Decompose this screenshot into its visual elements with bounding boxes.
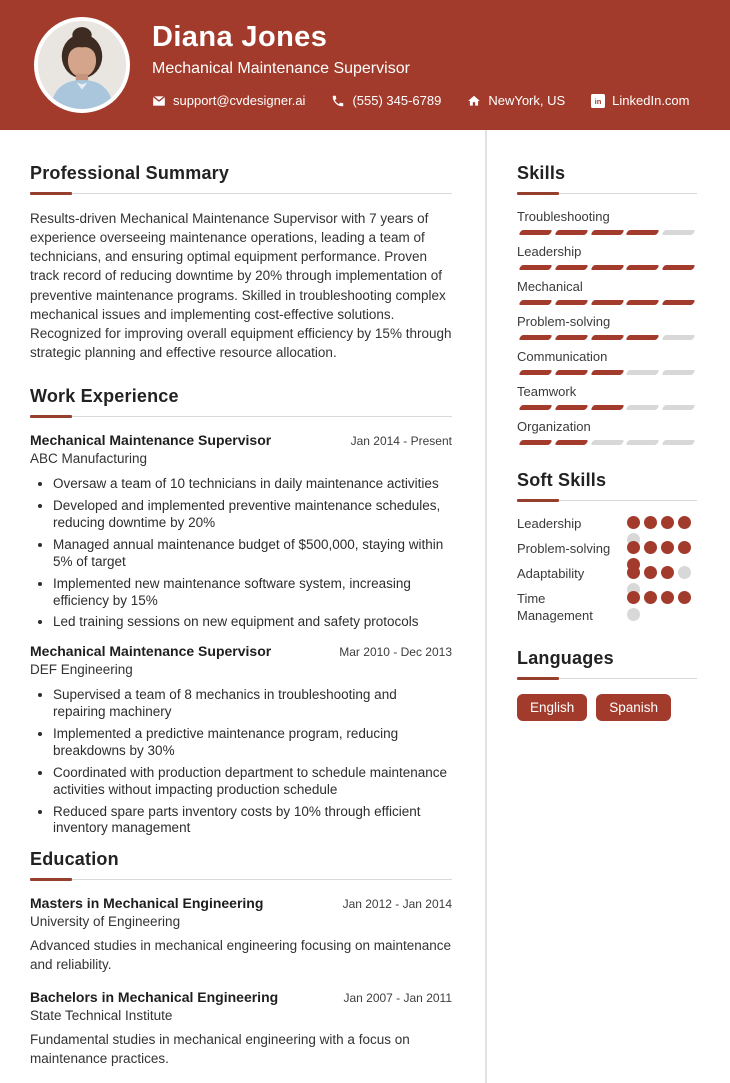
education-heading: Education xyxy=(30,849,119,870)
candidate-name: Diana Jones xyxy=(152,20,328,53)
skill-item xyxy=(517,279,697,305)
skill-label: Troubleshooting xyxy=(517,209,610,224)
job-bullet: • Implemented new maintenance software system, increasing efficiency by 15% xyxy=(53,576,452,610)
skill-bar xyxy=(517,405,697,410)
education-entry xyxy=(30,989,452,1069)
resume-header xyxy=(0,0,730,130)
skill-label: Mechanical xyxy=(517,279,583,294)
degree-description: Advanced studies in mechanical engineering focusing on maintenance and reliability. xyxy=(30,938,452,973)
heading-rule xyxy=(30,878,452,881)
skill-label: Problem-solving xyxy=(517,314,611,329)
skill-label: Teamwork xyxy=(517,384,577,399)
soft-skill-dots xyxy=(627,566,697,580)
job-title: Mechanical Maintenance Supervisor xyxy=(30,643,272,660)
candidate-title: Mechanical Maintenance Supervisor xyxy=(152,60,410,78)
soft-skill-item xyxy=(517,516,697,533)
location-text: NewYork, US xyxy=(488,93,566,109)
heading-rule xyxy=(30,415,452,418)
job-company: ABC Manufacturing xyxy=(30,451,148,467)
job-bullet: • Coordinated with production department to schedule maintenance activities without impacting production schedule xyxy=(53,765,452,799)
experience-heading: Work Experience xyxy=(30,386,179,407)
job-entry xyxy=(30,643,452,837)
job-bullet: • Developed and implemented preventive maintenance schedules, reducing downtime by 20% xyxy=(53,498,452,532)
soft-skill-dots xyxy=(627,516,697,530)
profile-photo xyxy=(34,17,130,113)
email-text: support@cvdesigner.ai xyxy=(173,93,306,109)
job-bullet: • Implemented a predictive maintenance program, reducing breakdowns by 30% xyxy=(53,726,452,760)
degree-dates: Jan 2012 - Jan 2014 xyxy=(342,897,452,912)
degree-title: Bachelors in Mechanical Engineering xyxy=(30,989,279,1006)
languages-section xyxy=(517,648,697,721)
education-entry xyxy=(30,895,452,975)
job-bullet: • Led training sessions on new equipment and safety protocols xyxy=(53,614,452,631)
skill-label: Leadership xyxy=(517,244,582,259)
email-link[interactable] xyxy=(152,93,305,108)
skill-bar xyxy=(517,335,697,340)
summary-section xyxy=(30,163,452,362)
linkedin-icon xyxy=(591,94,605,108)
skill-item xyxy=(517,384,697,410)
sidebar-column xyxy=(485,130,730,1083)
skill-label: Communication xyxy=(517,349,608,364)
degree-dates: Jan 2007 - Jan 2011 xyxy=(343,991,452,1006)
home-icon xyxy=(467,94,481,108)
degree-title: Masters in Mechanical Engineering xyxy=(30,895,264,912)
institution-name: State Technical Institute xyxy=(30,1008,173,1024)
job-bullets xyxy=(30,476,452,631)
linkedin-link[interactable] xyxy=(591,93,689,108)
job-bullet: • Supervised a team of 8 mechanics in troubleshooting and repairing machinery xyxy=(53,687,452,721)
soft-skill-label: Leadership xyxy=(517,516,582,531)
skill-bar xyxy=(517,265,697,270)
degree-description: Fundamental studies in mechanical engineering with a focus on maintenance practices. xyxy=(30,1032,410,1066)
soft-skills-heading: Soft Skills xyxy=(517,470,607,490)
soft-skill-item xyxy=(517,591,697,625)
language-badge: Spanish xyxy=(596,694,671,721)
skill-item xyxy=(517,314,697,340)
job-dates: Mar 2010 - Dec 2013 xyxy=(339,645,452,660)
job-entry xyxy=(30,432,452,631)
email-icon xyxy=(152,94,166,108)
skill-item xyxy=(517,209,697,235)
heading-rule xyxy=(30,192,452,195)
job-bullets xyxy=(30,687,452,837)
summary-text: Results-driven Mechanical Maintenance Supervisor with 7 years of experience overseeing maintenance operations, leading a team of technicians, and ensuring optimal equipment performance. Proven track record of reducing downtime by 20% through implementation of preventive maintenance programs. Skilled in troubleshooting complex mechanical issues and implementing cost-effective solutions. Recognized for improving overall equipment efficiency by 15% through strategic planning and effective resource allocation. xyxy=(30,211,452,361)
profile-photo-illustration xyxy=(38,21,126,109)
skill-bar xyxy=(517,300,697,305)
job-dates: Jan 2014 - Present xyxy=(350,434,452,449)
languages-heading: Languages xyxy=(517,648,614,669)
skills-section xyxy=(517,163,697,445)
skill-item xyxy=(517,349,697,375)
location-item xyxy=(467,93,565,108)
phone-icon xyxy=(331,94,345,108)
language-badge: English xyxy=(517,694,587,721)
soft-skill-item xyxy=(517,566,697,583)
job-bullet: • Reduced spare parts inventory costs by 10% through efficient inventory management xyxy=(53,804,452,838)
phone-link[interactable] xyxy=(331,93,441,108)
job-company: DEF Engineering xyxy=(30,662,133,678)
job-title: Mechanical Maintenance Supervisor xyxy=(30,432,272,449)
skill-label: Organization xyxy=(517,419,591,434)
skill-bar xyxy=(517,370,697,375)
skill-item xyxy=(517,419,697,445)
soft-skill-label: Adaptability xyxy=(517,565,585,581)
heading-rule xyxy=(517,499,697,502)
summary-heading: Professional Summary xyxy=(30,163,230,183)
svg-text:in: in xyxy=(594,97,602,107)
heading-rule xyxy=(517,192,697,195)
heading-rule xyxy=(517,677,697,680)
main-column xyxy=(0,130,485,1083)
soft-skill-label: Time Management xyxy=(517,590,593,623)
experience-section xyxy=(30,386,452,837)
skill-bar xyxy=(517,440,697,445)
job-bullet: • Managed annual maintenance budget of $500,000, staying within 5% of target xyxy=(53,537,452,571)
skill-bar xyxy=(517,230,697,235)
phone-text: (555) 345-6789 xyxy=(352,93,442,109)
soft-skill-item xyxy=(517,541,697,558)
skills-heading: Skills xyxy=(517,163,566,183)
education-section xyxy=(30,849,452,1069)
soft-skill-dots xyxy=(627,591,697,605)
soft-skill-dots xyxy=(627,541,697,555)
job-bullet: • Oversaw a team of 10 technicians in daily maintenance activities xyxy=(53,476,452,493)
contact-row xyxy=(152,93,690,108)
soft-skills-section xyxy=(517,470,697,624)
linkedin-text: LinkedIn.com xyxy=(612,93,690,109)
institution-name: University of Engineering xyxy=(30,914,181,930)
skill-item xyxy=(517,244,697,270)
soft-skill-label: Problem-solving xyxy=(517,540,611,556)
